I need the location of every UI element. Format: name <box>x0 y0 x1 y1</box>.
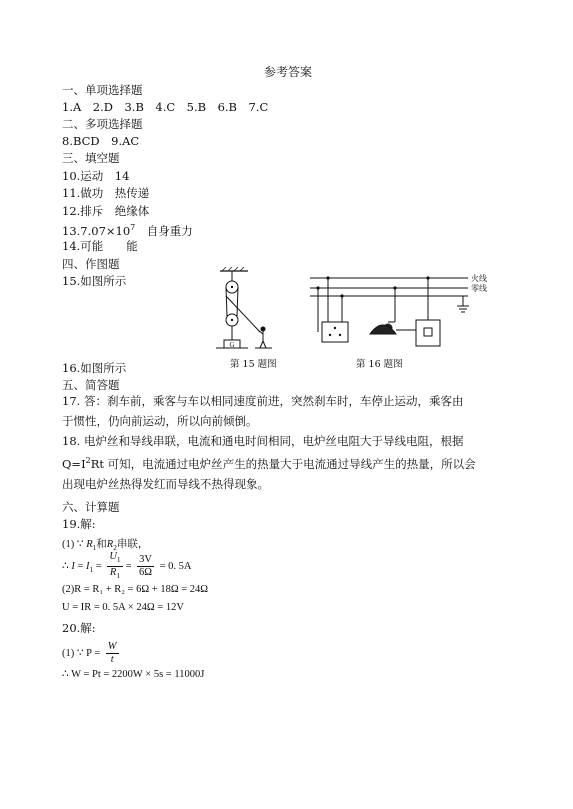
section-heading-single-choice: 一、单项选择题 <box>62 83 143 97</box>
answer-q16: 16.如图所示 <box>62 361 127 375</box>
single-choice-answers: 1.A 2.D 3.B 4.C 5.B 6.B 7.C <box>62 100 269 114</box>
multi-choice-answers: 8.BCD 9.AC <box>62 134 140 148</box>
pulley-diagram <box>200 266 280 356</box>
answer-q15: 15.如图所示 <box>62 274 127 288</box>
answer-q20-heading: 20.解: <box>62 621 96 635</box>
q19-step3: (2)R = R₁ + R₂ = 6Ω + 18Ω = 24Ω <box>62 584 209 595</box>
q20-fraction <box>106 641 119 666</box>
answer-q18-part1: 18. 电炉丝和导线串联，电流和通电时间相同，电炉丝电阻大于导线电阻，根据 Q=I <box>62 434 464 471</box>
q19-step2-therefore: ∴ <box>62 561 69 572</box>
section-heading-short-answer: 五、简答题 <box>62 378 120 392</box>
answer-q10: 10.运动 14 <box>62 169 130 183</box>
q19-fraction-resistance: 6Ω <box>139 567 153 579</box>
figure-16-caption: 第 16 题图 <box>356 359 403 370</box>
q19-step2: ∴ $I = I_1$ = $\frac{U_1}{R_1}$ = $\frac{3V}{6\Omega}$ = 0. 5A <box>62 551 192 581</box>
neutral-wire-label: 零线 <box>471 284 487 293</box>
answer-q14: 14.可能 能 <box>62 239 138 253</box>
page-title: 参考答案 <box>264 65 313 79</box>
answer-q11: 11.做功 热传递 <box>62 186 150 200</box>
q19-step1-series: 串联， <box>116 539 149 550</box>
q19-step2-result: = 0. 5A <box>159 561 192 572</box>
q19-step1-because: (1) ∵ <box>62 539 84 550</box>
q20-fraction-num: W <box>107 641 117 652</box>
q19-fraction-u-r: $\frac{U_1}{R_1}$ <box>109 551 121 581</box>
section-heading-fill-blank: 三、填空题 <box>62 151 120 165</box>
answer-q12: 12.排斥 绝缘体 <box>62 204 150 218</box>
q19-step1-and: 和 <box>96 539 107 550</box>
answer-q18 <box>62 431 478 494</box>
q20-fraction-den: t <box>110 654 114 665</box>
q19-fraction-voltage: 3V <box>139 554 152 566</box>
live-wire-label: 火线 <box>471 274 487 283</box>
answer-q18-part2: Rt 可知，电流通过电炉丝产生的热量大于电流通过导线产生的热量，所以会出现电炉丝热得发红而导线不热得现象。 <box>62 456 476 491</box>
section-heading-drawing: 四、作图题 <box>62 257 120 271</box>
section-heading-multi-choice: 二、多项选择题 <box>62 117 143 131</box>
answer-q18-superscript: 2 <box>85 456 91 465</box>
q19-step4: U = IR = 0. 5A × 24Ω = 12V <box>62 602 184 613</box>
q19-step1: (1) ∵ $R_1$和$R_2$串联， <box>62 539 149 553</box>
q20-step1 <box>62 641 122 666</box>
answer-q13-value: 13.7.07×10 <box>62 223 131 238</box>
answer-q17: 17. 答：刹车前，乘客与车以相同速度前进，突然刹车时，车停止运动，乘客由于惯性，仍向前运动，所以向前倾倒。 <box>62 394 464 428</box>
answer-q19-heading: 19.解: <box>62 517 96 531</box>
q20-step2: ∴ W = Pt = 2200W × 5s = 11000J <box>62 669 205 680</box>
q20-step1-because: (1) ∵ P = <box>62 647 101 659</box>
pulley-weight-label: G <box>229 341 235 349</box>
answer-q13-text: 自身重力 <box>135 223 193 238</box>
circuit-diagram <box>300 270 500 354</box>
figure-15-caption: 第 15 题图 <box>230 359 277 370</box>
q19-fraction-values <box>137 554 154 579</box>
section-heading-calculation: 六、计算题 <box>62 500 120 514</box>
answer-q13 <box>62 220 193 239</box>
answer-q13-exponent: 7 <box>130 223 136 232</box>
